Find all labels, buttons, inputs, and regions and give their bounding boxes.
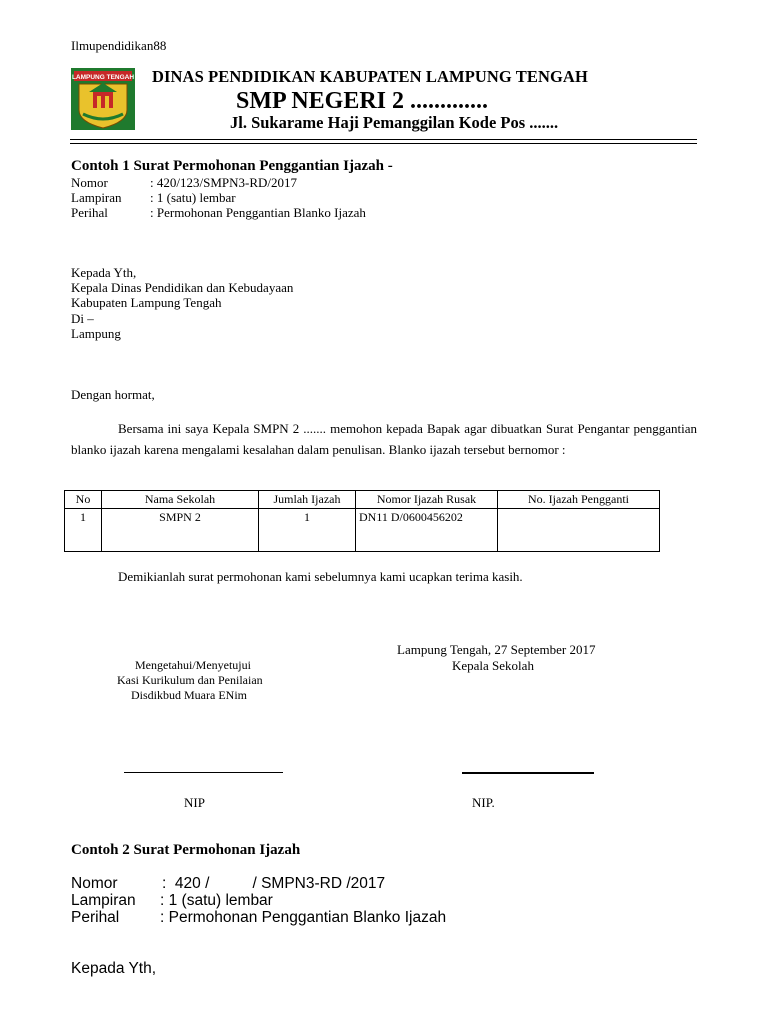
table-cell: 1: [65, 509, 102, 552]
ijazah-table: [64, 490, 660, 552]
nomor-label: Nomor: [71, 175, 108, 190]
table-cell: [498, 509, 660, 552]
place-date: Lampung Tengah, 27 September 2017: [397, 642, 596, 657]
nomor2-value: : 420 / / SMPN3-RD /2017: [162, 875, 386, 892]
left-signature-line: [124, 772, 283, 773]
lampiran2-label: Lampiran: [71, 892, 136, 909]
recipient-line: Kepala Dinas Pendidikan dan Kebudayaan: [71, 280, 294, 295]
kop-divider-top: [70, 139, 697, 140]
salutation: Dengan hormat,: [71, 387, 155, 402]
table-header: Nama Sekolah: [102, 491, 259, 509]
kop-divider-bottom: [70, 143, 697, 144]
recipient-line: Kabupaten Lampung Tengah: [71, 295, 222, 310]
table-header: Nomor Ijazah Rusak: [356, 491, 498, 509]
right-signature-line: [462, 772, 594, 774]
left-signer-line: Kasi Kurikulum dan Penilaian: [117, 673, 263, 687]
kop-school-name: SMP NEGERI 2 .............: [236, 88, 489, 114]
recipient2: Kepada Yth,: [71, 960, 157, 977]
watermark-text: Ilmupendidikan88: [71, 38, 167, 53]
recipient-line: Kepada Yth,: [71, 265, 137, 280]
nomor2-label: Nomor: [71, 875, 118, 892]
closing-sentence: Demikianlah surat permohonan kami sebelumnya kami ucapkan terima kasih.: [118, 569, 523, 584]
table-header: No: [65, 491, 102, 509]
kop-address: Jl. Sukarame Haji Pemanggilan Kode Pos .......: [230, 113, 559, 132]
kop-instansi: DINAS PENDIDIKAN KABUPATEN LAMPUNG TENGAH: [152, 67, 588, 86]
recipient-line: Di –: [71, 311, 94, 326]
table-row: [65, 509, 660, 552]
perihal-value: : Permohonan Penggantian Blanko Ijazah: [150, 205, 366, 220]
nip-left: NIP: [184, 795, 205, 810]
logo-text: LAMPUNG TENGAH: [71, 74, 135, 81]
table-header: Jumlah Ijazah: [259, 491, 356, 509]
lampiran2-value: : 1 (satu) lembar: [160, 892, 273, 909]
table-header: No. Ijazah Pengganti: [498, 491, 660, 509]
nip-right: NIP.: [472, 795, 495, 810]
left-signer-line: Mengetahui/Menyetujui: [135, 658, 251, 672]
school-logo-emblem: [71, 68, 135, 130]
left-signer-line: Disdikbud Muara ENim: [131, 688, 247, 702]
contoh1-title: Contoh 1 Surat Permohonan Penggantian Ijazah -: [71, 158, 393, 174]
lampiran-value: : 1 (satu) lembar: [150, 190, 236, 205]
signer-title-kepala: Kepala Sekolah: [452, 658, 534, 673]
perihal-label: Perihal: [71, 205, 108, 220]
perihal2-label: Perihal: [71, 909, 120, 926]
perihal2-value: : Permohonan Penggantian Blanko Ijazah: [160, 909, 447, 926]
contoh2-title: Contoh 2 Surat Permohonan Ijazah: [71, 842, 301, 858]
body-paragraph: Bersama ini saya Kepala SMPN 2 ....... memohon kepada Bapak agar dibuatkan Surat Pengantar penggantian blanko ijazah karena mengalami kesalahan dalam penulisan. Blanko ijazah tersebut bernomor :: [71, 421, 697, 457]
lampiran-label: Lampiran: [71, 190, 122, 205]
table-cell: SMPN 2: [102, 509, 259, 552]
table-cell: 1: [259, 509, 356, 552]
nomor-value: : 420/123/SMPN3-RD/2017: [150, 175, 297, 190]
table-cell: DN11 D/0600456202: [356, 509, 498, 552]
recipient-line: Lampung: [71, 326, 121, 341]
